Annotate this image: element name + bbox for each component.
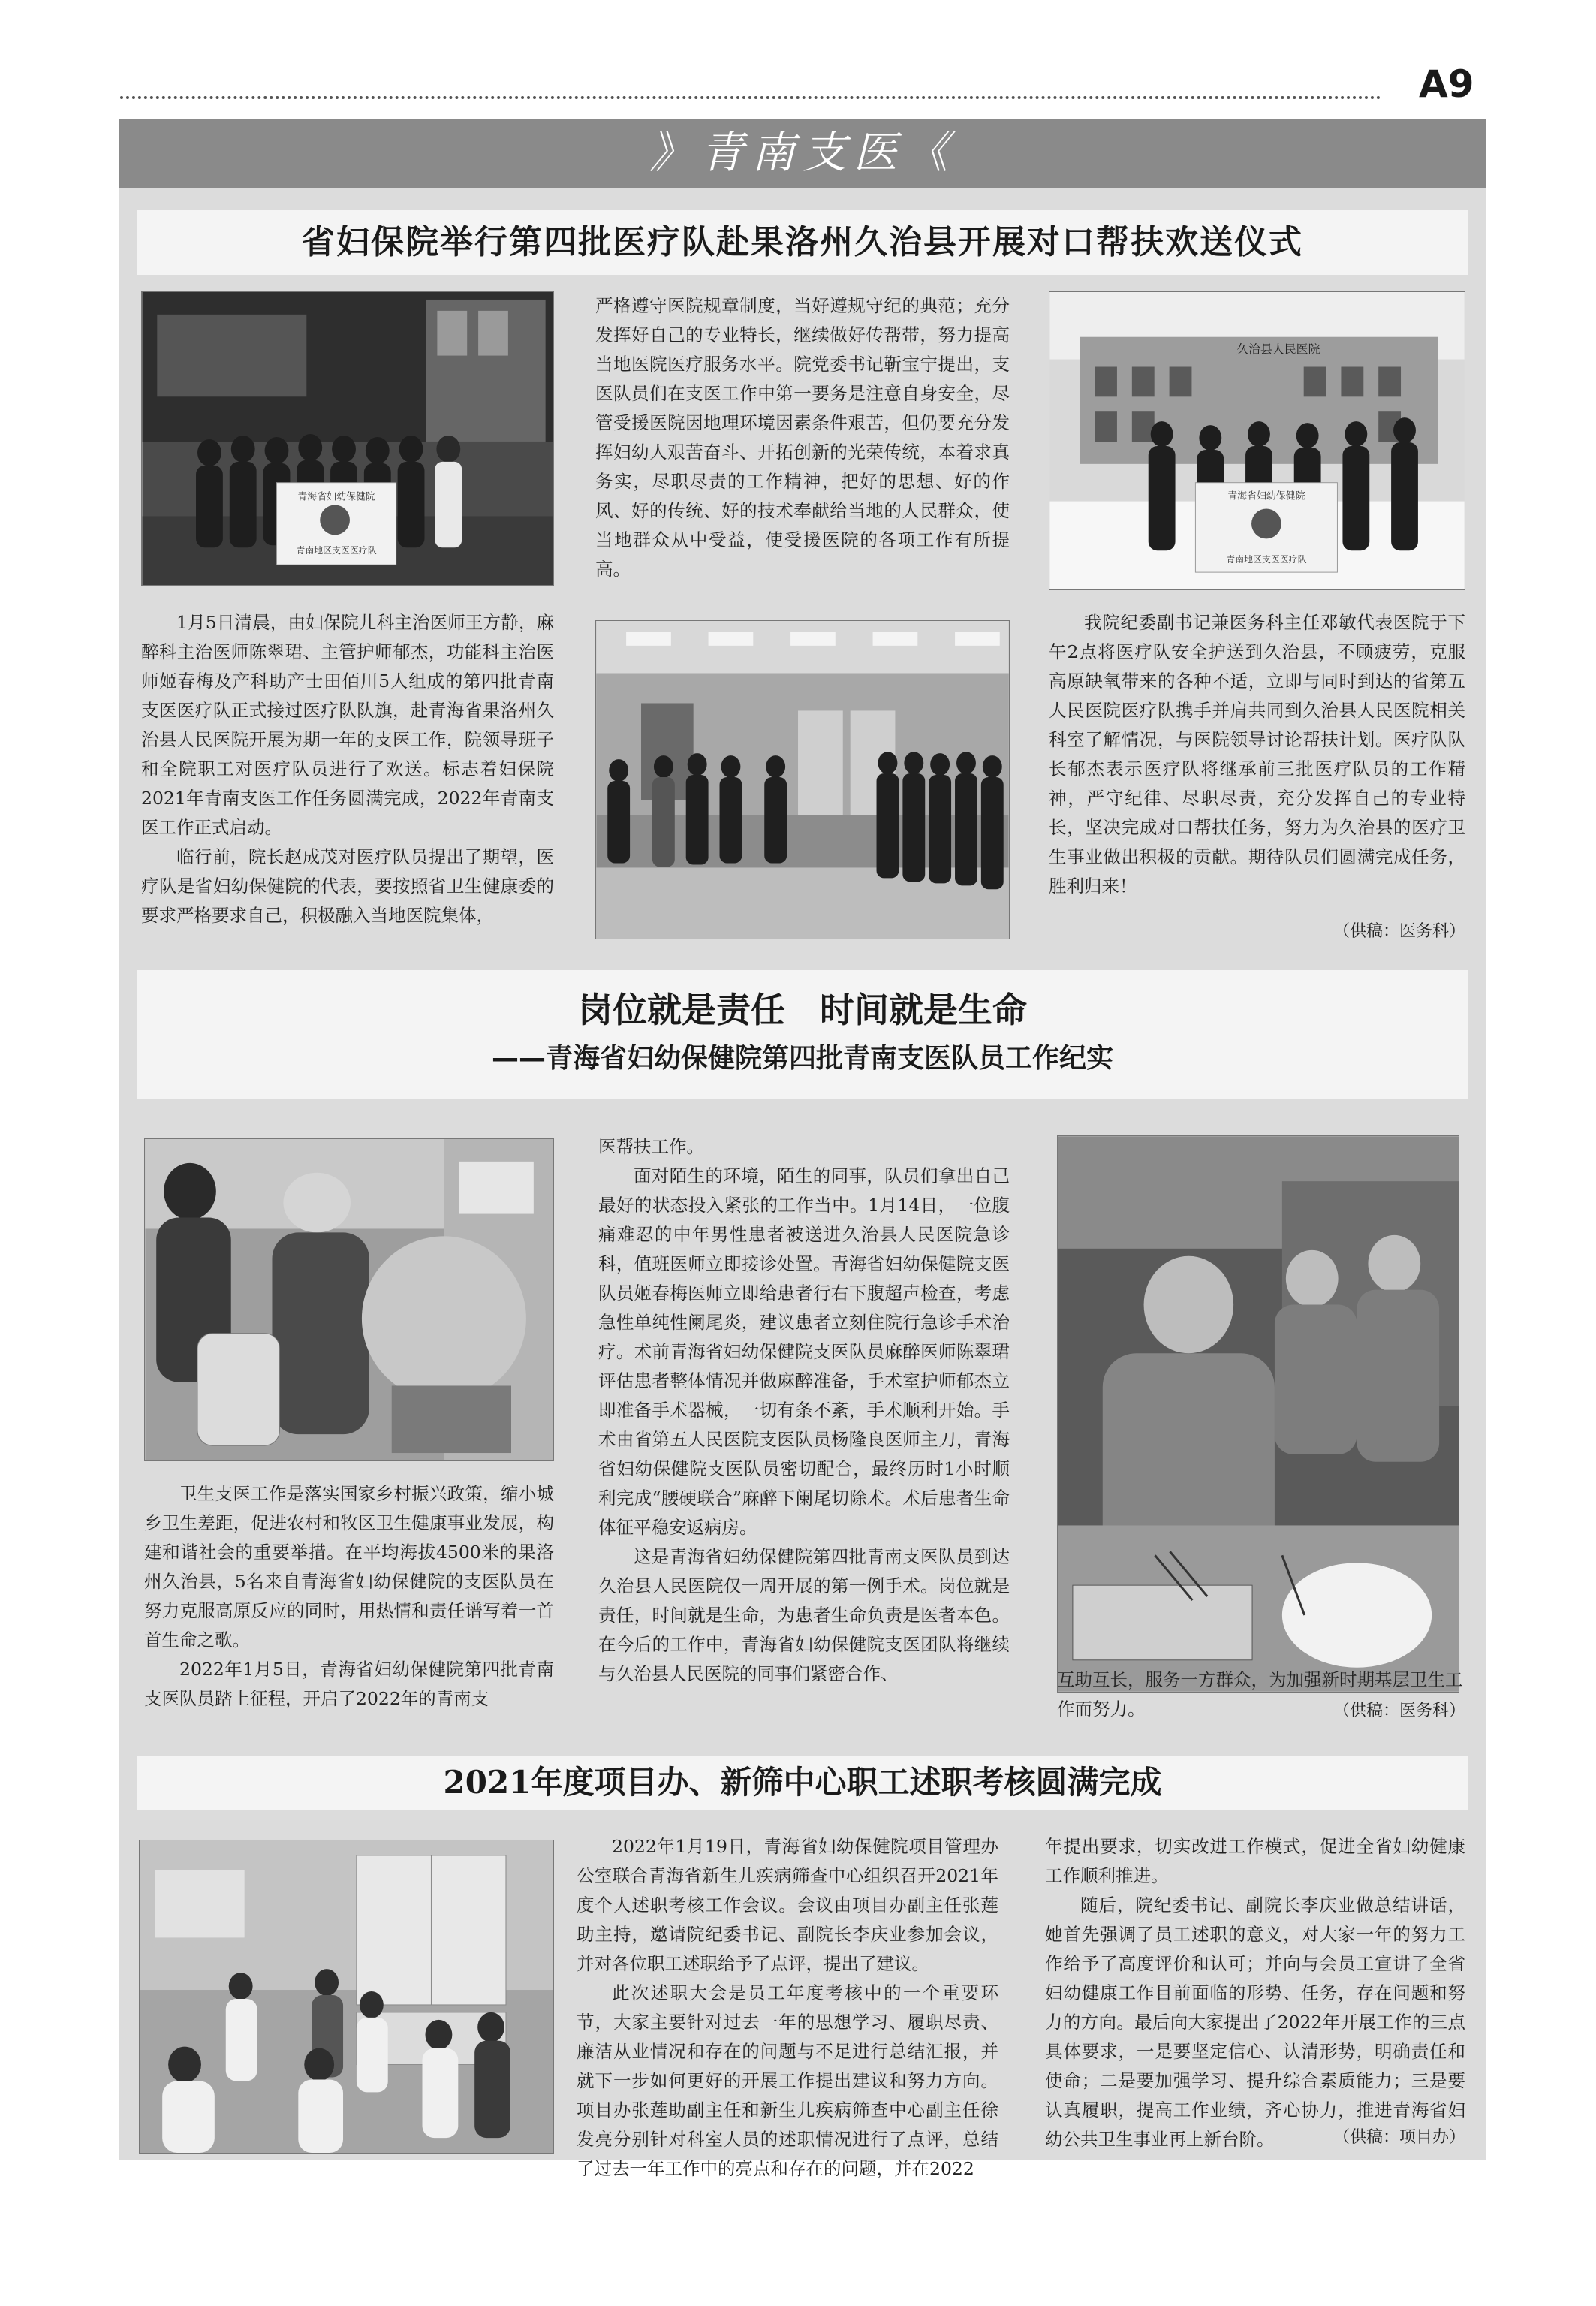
nurse-treatment-photo — [144, 1138, 554, 1461]
article2-col2-para3: 这是青海省妇幼保健院第四批青南支医队员到达久治县人民医院仅一周开展的第一例手术。岗位就是责任，时间就是生命，为患者生命负责是医者本色。在今后的工作中，青海省妇幼保健院支医团队将继续与久治县人民医院的同事们紧密合作、 — [598, 1546, 1010, 1684]
svg-text:青南地区支医医疗队: 青南地区支医医疗队 — [1226, 554, 1307, 565]
article1-credit: （供稿：医务科） — [1333, 922, 1465, 941]
article1-col1-para2: 临行前，院长赵成茂对医疗队员提出了期望，医疗队是省妇幼保健院的代表，要按照省卫生健康委的要求严格要求自己，积极融入当地医院集体， — [141, 846, 554, 926]
jiuzhi-hospital-photo — [1049, 291, 1465, 590]
article2-col2-para1: 医帮扶工作。 — [598, 1136, 704, 1157]
article1-col2-para: 严格遵守医院规章制度，当好遵规守纪的典范；充分发挥好自己的专业特长，继续做好传帮带，努力提高当地医院医疗服务水平。院党委书记靳宝宁提出，支医队员们在支医工作中第一要务是注意自身安全，尽管受援医院因地理环境因素条件艰苦，但仍要充分发挥妇幼人艰苦奋斗、开拓创新的光荣传统，本着求真务实，尽职尽责的工作精神，把好的思想、好的作风、好的传统、好的技术奉献给当地的人民群众，使当地群众从中受益，使受援医院的各项工作有所提高。 — [595, 295, 1010, 580]
article3-column-right — [1045, 1832, 1465, 2154]
surgery-photo — [1057, 1135, 1459, 1693]
article3-credit: （供稿：项目办） — [1333, 2128, 1465, 2147]
article1-col1-para1: 1月5日清晨，由妇保院儿科主治医师王方静，麻醉科主治医师陈翠珺、主管护师郁杰，功能科主治医师姬春梅及产科助产士田佰川5人组成的第四批青南支医医疗队正式接过医疗队队旗，赴青海省果洛州久治县人民医院开展为期一年的支医工作，院领导班子和全院职工对医疗队员进行了欢送。标志着妇保院2021年青南支医工作任务圆满完成，2022年青南支医工作正式启动。 — [141, 612, 554, 838]
article3-col2-para2: 此次述职大会是员工年度考核中的一个重要环节，大家主要针对过去一年的思想学习、履职尽责、廉洁从业情况和存在的问题与不足进行总结汇报，并就下一步如何更好的开展工作提出建议和努力方向。项目办张莲助副主任和新生儿疾病筛查中心副主任徐发亮分别针对科室人员的述职情况进行了点评，总结了过去一年工作中的亮点和存在的问题，并在2022 — [577, 1982, 998, 2179]
top-dotted-rule — [120, 96, 1381, 99]
page-number: A9 — [1419, 62, 1474, 106]
article2-col1-para1: 卫生支医工作是落实国家乡村振兴政策，缩小城乡卫生差距，促进农村和牧区卫生健康事业发展，构建和谐社会的重要举措。在平均海拔4500米的果洛州久治县，5名来自青海省妇幼保健院的支医队员在努力克服高原反应的同时，用热情和责任谱写着一首首生命之歌。 — [144, 1483, 554, 1650]
svg-text:青南地区支医医疗队: 青南地区支医医疗队 — [296, 545, 377, 556]
article1-column-right — [1049, 608, 1465, 901]
article2-caption-text: 互助互长，服务一方群众，为加强新时期基层卫生工作而努力。 — [1057, 1669, 1463, 1720]
svg-text:久治县人民医院: 久治县人民医院 — [1236, 342, 1320, 357]
article2-col2-para2: 面对陌生的环境，陌生的同事，队员们拿出自己最好的状态投入紧张的工作当中。1月14日，一位腹痛难忍的中年男性患者被送进久治县人民医院急诊科，值班医师立即接诊处置。青海省妇幼保健院支医队员姬春梅医师立即给患者行右下腹超声检查，考虑急性单纯性阑尾炎，建议患者立刻住院行急诊手术治疗。术前青海省妇幼保健院支医队员麻醉医师陈翠珺评估患者整体情况并做麻醉准备，手术室护师郁杰立即准备手术器械，一切有条不紊，手术顺利开始。手术由省第五人民医院支医队员杨隆良医师主刀，青海省妇幼保健院支医队员密切配合，最终历时1小时顺利完成“腰硬联合”麻醉下阑尾切除术。术后患者生命体征平稳安返病房。 — [598, 1165, 1010, 1538]
hospital-hall-photo — [595, 620, 1010, 939]
article2-title: 岗位就是责任 时间就是生命 — [578, 990, 1027, 1030]
article1-col3-para: 我院纪委副书记兼医务科主任邓敏代表医院于下午2点将医疗队安全护送到久治县，不顾疲劳，克服高原缺氧带来的各种不适，立即与同时到达的省第五人民医院医疗队携手并肩共同到久治县人民医院相关科室了解情况，与医院领导讨论帮扶计划。医疗队队长郁杰表示医疗队将继承前三批医疗队员的工作精神，严守纪律、尽职尽责，充分发挥自己的专业特长，坚决完成对口帮扶任务，努力为久治县的医疗卫生事业做出积极的贡献。期待队员们圆满完成任务，胜利归来！ — [1049, 612, 1465, 897]
article2-title-box — [137, 970, 1468, 1099]
svg-text:青海省妇幼保健院: 青海省妇幼保健院 — [297, 491, 375, 503]
article2-credit: （供稿：医务科） — [1333, 1702, 1465, 1720]
svg-text:青海省妇幼保健院: 青海省妇幼保健院 — [1227, 490, 1305, 502]
article2-subtitle: ——青海省妇幼保健院第四批青南支医队员工作纪实 — [491, 1043, 1113, 1074]
article2-column-middle — [598, 1132, 1010, 1689]
section-header: 》青南支医《 — [119, 119, 1486, 188]
article3-col3-para1: 年提出要求，切实改进工作模式，促进全省妇幼健康工作顺利推进。 — [1045, 1836, 1465, 1886]
article1-column-left — [141, 608, 554, 930]
article3-col2-para1: 2022年1月19日，青海省妇幼保健院项目管理办公室联合青海省新生儿疾病筛查中心组织召开2021年度个人述职考核工作会议。会议由项目办副主任张莲助主持，邀请院纪委书记、副院长李庆业参加会议，并对各位职工述职给予了点评，提出了建议。 — [577, 1836, 998, 1974]
article1-column-middle — [595, 291, 1010, 584]
article3-col3-para2: 随后，院纪委书记、副院长李庆业做总结讲话，她首先强调了员工述职的意义，对大家一年的努力工作给予了高度评价和认可；并向与会员工宣讲了全省妇幼健康工作目前面临的形势、任务，存在问题和努力的方向。最后向大家提出了2022年开展工作的三点具体要求，一是要坚定信心、认清形势，明确责任和使命；二是要加强学习、提升综合素质能力；三是要认真履职，提高工作业绩，齐心协力，推进青海省妇幼公共卫生事业再上新台阶。 — [1045, 1895, 1465, 2150]
meeting-room-photo — [139, 1840, 554, 2154]
group-photo-departure — [141, 291, 554, 586]
article2-col1-para2: 2022年1月5日，青海省妇幼保健院第四批青南支医队员踏上征程，开启了2022年的青南支 — [144, 1659, 554, 1709]
article2-column-left — [144, 1479, 554, 1714]
article3-column-middle — [577, 1832, 998, 2184]
article3-title: 2021年度项目办、新筛中心职工述职考核圆满完成 — [137, 1756, 1468, 1810]
article1-title: 省妇保院举行第四批医疗队赴果洛州久治县开展对口帮扶欢送仪式 — [137, 210, 1468, 275]
